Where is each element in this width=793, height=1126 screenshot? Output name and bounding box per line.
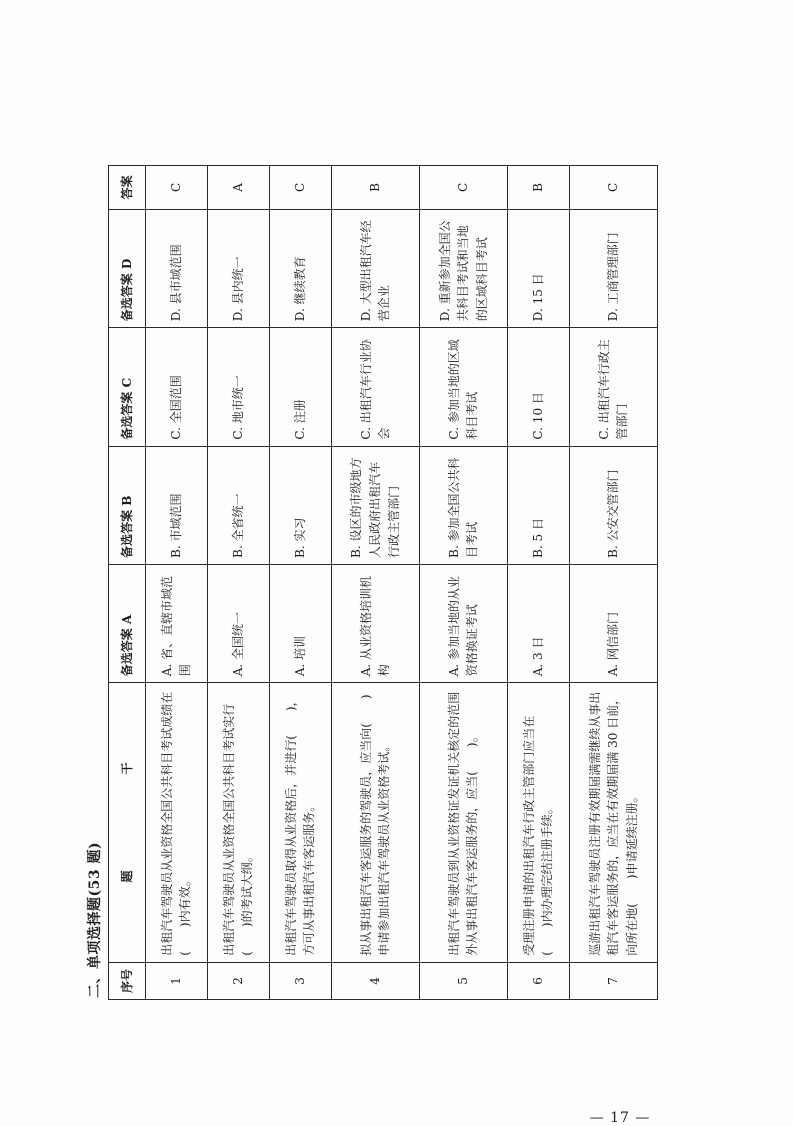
option-b: B. 市域范围 — [146, 446, 208, 564]
table-row — [507, 166, 569, 1000]
option-b: B. 公安交管部门 — [569, 446, 657, 564]
option-d: D. 县内统一 — [207, 209, 269, 327]
header-stem: 题 干 — [109, 683, 146, 962]
option-a: A. 网信部门 — [569, 564, 657, 682]
option-a: A. 参加当地的从业资格换证考试 — [419, 564, 507, 682]
option-d: D. 工商管理部门 — [569, 209, 657, 327]
question-number: 4 — [331, 962, 419, 999]
option-c: C. 全国范围 — [146, 328, 208, 446]
option-c: C. 注册 — [269, 328, 331, 446]
option-d: D. 大型出租汽车经营企业 — [331, 209, 419, 327]
question-stem: 出租汽车驾驶员从业资格全国公共科目考试实行( )的考试大纲。 — [207, 683, 269, 962]
question-stem: 受理注册申请的出租汽车行政主管部门应当在( )内办理完结注册手续。 — [507, 683, 569, 962]
header-num: 序号 — [109, 962, 146, 999]
answer: C — [569, 166, 657, 210]
option-d: D. 县市域范围 — [146, 209, 208, 327]
header-answer: 答案 — [109, 166, 146, 210]
answer: A — [207, 166, 269, 210]
option-d: D. 重新参加全国公共科目考试和当地的区域科目考试 — [419, 209, 507, 327]
option-b: B. 全省统一 — [207, 446, 269, 564]
header-option-a: 备选答案 A — [109, 564, 146, 682]
option-c: C. 地市统一 — [207, 328, 269, 446]
header-option-b: 备选答案 B — [109, 446, 146, 564]
option-b: B. 设区的市级地方人民政府出租汽车行政主管部门 — [331, 446, 419, 564]
answer: B — [331, 166, 419, 210]
option-b: B. 实习 — [269, 446, 331, 564]
question-number: 2 — [207, 962, 269, 999]
option-a: A. 从业资格培训机构 — [331, 564, 419, 682]
option-a: A. 全国统一 — [207, 564, 269, 682]
header-option-c: 备选答案 C — [109, 328, 146, 446]
table-row — [419, 166, 507, 1000]
table-row — [331, 166, 419, 1000]
option-c: C. 出租汽车行业协会 — [331, 328, 419, 446]
question-stem: 出租汽车驾驶员从业资格全国公共科目考试成绩在( )内有效。 — [146, 683, 208, 962]
section-title: 二、单项选择题(53 题) — [87, 841, 103, 998]
option-a: A. 3 日 — [507, 564, 569, 682]
question-stem: 出租汽车驾驶员到从业资格证发证机关核定的范围外从事出租汽车客运服务的，应当( )。 — [419, 683, 507, 962]
option-b: B. 5 日 — [507, 446, 569, 564]
option-c: C. 出租汽车行政主管部门 — [569, 328, 657, 446]
option-d: D. 15 日 — [507, 209, 569, 327]
table-row — [146, 166, 208, 1000]
option-d: D. 继续教育 — [269, 209, 331, 327]
question-stem: 巡游出租汽车驾驶员注册有效期届满需继续从事出租汽车客运服务的，应当在有效期届满 30 日前，向所在地( )申请延续注册。 — [569, 683, 657, 962]
option-b: B. 参加全国公共科目考试 — [419, 446, 507, 564]
option-c: C. 10 日 — [507, 328, 569, 446]
question-stem: 出租汽车驾驶员取得从业资格后，并进行( )，方可从事出租汽车客运服务。 — [269, 683, 331, 962]
answer: C — [269, 166, 331, 210]
question-stem: 拟从事出租汽车客运服务的驾驶员，应当向( )申请参加出租汽车驾驶员从业资格考试。 — [331, 683, 419, 962]
answer: C — [146, 166, 208, 210]
question-number: 6 — [507, 962, 569, 999]
option-a: A. 培训 — [269, 564, 331, 682]
question-number: 7 — [569, 962, 657, 999]
table-header-row — [109, 166, 146, 1000]
option-a: A. 省、直辖市域范围 — [146, 564, 208, 682]
table-row — [269, 166, 331, 1000]
question-number: 3 — [269, 962, 331, 999]
option-c: C. 参加当地的区域科目考试 — [419, 328, 507, 446]
rotated-page-content — [80, 20, 770, 1000]
table-row — [569, 166, 657, 1000]
answer: B — [507, 166, 569, 210]
answer: C — [419, 166, 507, 210]
question-number: 5 — [419, 962, 507, 999]
header-option-d: 备选答案 D — [109, 209, 146, 327]
page-number: — 17 — — [589, 1110, 651, 1126]
question-number: 1 — [146, 962, 208, 999]
table-row — [207, 166, 269, 1000]
question-table — [108, 165, 658, 1000]
